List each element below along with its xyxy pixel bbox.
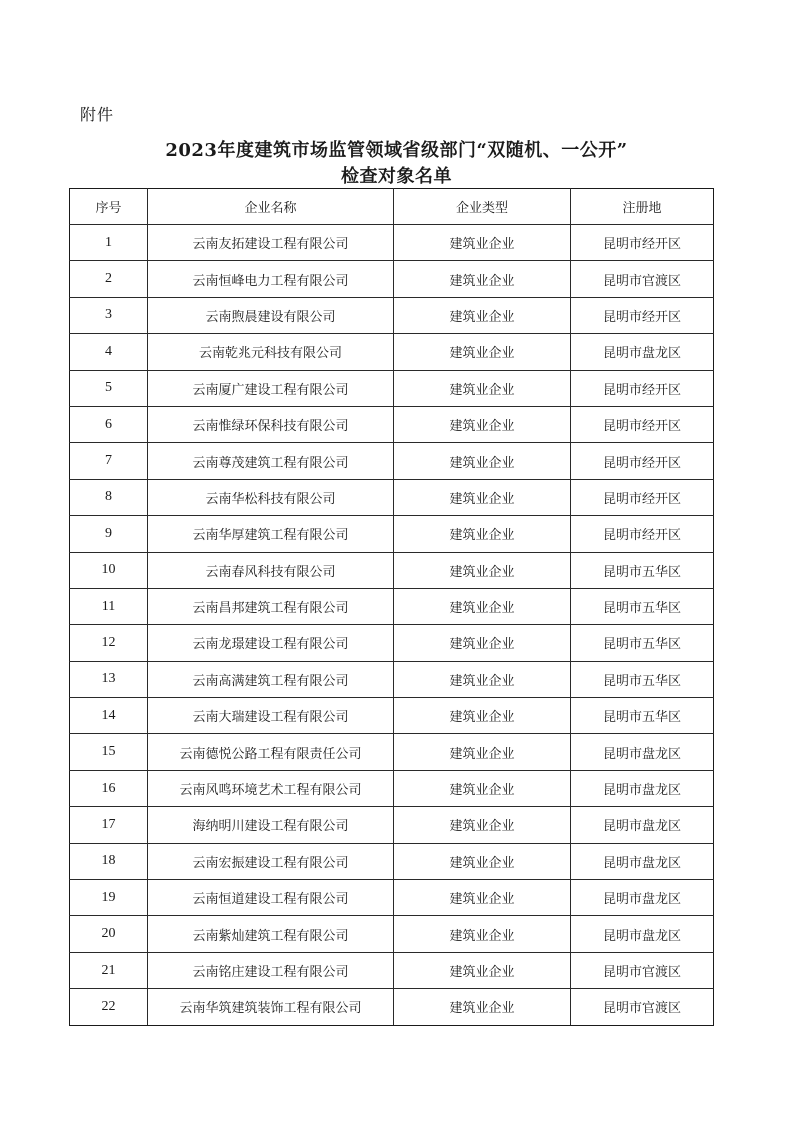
cell-serial-number: 4 xyxy=(70,334,148,370)
cell-company-type: 建筑业企业 xyxy=(394,880,571,916)
cell-registered-location: 昆明市盘龙区 xyxy=(571,807,714,843)
table-row xyxy=(70,807,714,843)
table-header-row xyxy=(70,189,714,225)
cell-registered-location: 昆明市盘龙区 xyxy=(571,880,714,916)
document-title: 2023年度建筑市场监管领域省级部门“双随机、一公开” xyxy=(165,140,628,161)
cell-serial-number: 15 xyxy=(70,734,148,770)
cell-company-type: 建筑业企业 xyxy=(394,225,571,261)
cell-company-name: 云南恒道建设工程有限公司 xyxy=(148,880,394,916)
cell-company-name: 云南宏振建设工程有限公司 xyxy=(148,843,394,879)
cell-company-name: 云南春风科技有限公司 xyxy=(148,552,394,588)
cell-registered-location: 昆明市盘龙区 xyxy=(571,770,714,806)
cell-company-name: 云南惟绿环保科技有限公司 xyxy=(148,406,394,442)
cell-registered-location: 昆明市经开区 xyxy=(571,225,714,261)
table-row xyxy=(70,916,714,952)
cell-registered-location: 昆明市五华区 xyxy=(571,698,714,734)
cell-serial-number: 18 xyxy=(70,843,148,879)
cell-company-type: 建筑业企业 xyxy=(394,406,571,442)
table-row xyxy=(70,588,714,624)
cell-company-name: 云南乾兆元科技有限公司 xyxy=(148,334,394,370)
cell-serial-number: 16 xyxy=(70,770,148,806)
cell-company-name: 云南高满建筑工程有限公司 xyxy=(148,661,394,697)
cell-serial-number: 13 xyxy=(70,661,148,697)
cell-company-type: 建筑业企业 xyxy=(394,552,571,588)
table-row xyxy=(70,661,714,697)
cell-company-type: 建筑业企业 xyxy=(394,297,571,333)
header-company-name: 企业名称 xyxy=(148,189,394,225)
table-row xyxy=(70,625,714,661)
cell-company-type: 建筑业企业 xyxy=(394,516,571,552)
cell-registered-location: 昆明市经开区 xyxy=(571,297,714,333)
cell-company-name: 云南厦广建设工程有限公司 xyxy=(148,370,394,406)
cell-registered-location: 昆明市经开区 xyxy=(571,370,714,406)
cell-registered-location: 昆明市五华区 xyxy=(571,588,714,624)
cell-serial-number: 17 xyxy=(70,807,148,843)
table-row xyxy=(70,443,714,479)
header-serial-number: 序号 xyxy=(70,189,148,225)
cell-company-name: 云南恒峰电力工程有限公司 xyxy=(148,261,394,297)
cell-serial-number: 20 xyxy=(70,916,148,952)
cell-company-type: 建筑业企业 xyxy=(394,443,571,479)
cell-company-type: 建筑业企业 xyxy=(394,479,571,515)
table-row xyxy=(70,770,714,806)
cell-registered-location: 昆明市官渡区 xyxy=(571,261,714,297)
cell-company-name: 云南友拓建设工程有限公司 xyxy=(148,225,394,261)
cell-company-type: 建筑业企业 xyxy=(394,588,571,624)
header-registered-location: 注册地 xyxy=(571,189,714,225)
cell-registered-location: 昆明市盘龙区 xyxy=(571,843,714,879)
cell-company-type: 建筑业企业 xyxy=(394,261,571,297)
cell-registered-location: 昆明市五华区 xyxy=(571,552,714,588)
cell-serial-number: 2 xyxy=(70,261,148,297)
cell-serial-number: 19 xyxy=(70,880,148,916)
attachment-label: 附件 xyxy=(80,105,115,124)
cell-serial-number: 12 xyxy=(70,625,148,661)
header-company-type: 企业类型 xyxy=(394,189,571,225)
table-row xyxy=(70,552,714,588)
table-row xyxy=(70,698,714,734)
cell-company-name: 海纳明川建设工程有限公司 xyxy=(148,807,394,843)
cell-registered-location: 昆明市官渡区 xyxy=(571,952,714,988)
table-row xyxy=(70,952,714,988)
cell-company-type: 建筑业企业 xyxy=(394,734,571,770)
cell-company-name: 云南尊茂建筑工程有限公司 xyxy=(148,443,394,479)
cell-company-type: 建筑业企业 xyxy=(394,334,571,370)
cell-company-name: 云南龙璟建设工程有限公司 xyxy=(148,625,394,661)
table-row xyxy=(70,479,714,515)
table-row xyxy=(70,334,714,370)
cell-company-name: 云南风鸣环境艺术工程有限公司 xyxy=(148,770,394,806)
cell-company-type: 建筑业企业 xyxy=(394,698,571,734)
cell-company-name: 云南华松科技有限公司 xyxy=(148,479,394,515)
cell-registered-location: 昆明市官渡区 xyxy=(571,989,714,1025)
table-row xyxy=(70,370,714,406)
document-subtitle: 检查对象名单 xyxy=(341,166,452,187)
cell-serial-number: 8 xyxy=(70,479,148,515)
cell-company-type: 建筑业企业 xyxy=(394,770,571,806)
cell-company-name: 云南昌邦建筑工程有限公司 xyxy=(148,588,394,624)
cell-registered-location: 昆明市五华区 xyxy=(571,625,714,661)
cell-serial-number: 14 xyxy=(70,698,148,734)
cell-company-name: 云南铭庄建设工程有限公司 xyxy=(148,952,394,988)
cell-registered-location: 昆明市经开区 xyxy=(571,479,714,515)
cell-company-type: 建筑业企业 xyxy=(394,843,571,879)
cell-company-type: 建筑业企业 xyxy=(394,916,571,952)
cell-company-type: 建筑业企业 xyxy=(394,625,571,661)
cell-company-type: 建筑业企业 xyxy=(394,952,571,988)
inspection-target-table xyxy=(69,188,714,1026)
cell-registered-location: 昆明市五华区 xyxy=(571,661,714,697)
cell-company-type: 建筑业企业 xyxy=(394,661,571,697)
cell-serial-number: 5 xyxy=(70,370,148,406)
cell-registered-location: 昆明市盘龙区 xyxy=(571,334,714,370)
table-row xyxy=(70,516,714,552)
table-row xyxy=(70,734,714,770)
cell-company-type: 建筑业企业 xyxy=(394,370,571,406)
cell-serial-number: 22 xyxy=(70,989,148,1025)
cell-serial-number: 3 xyxy=(70,297,148,333)
cell-registered-location: 昆明市经开区 xyxy=(571,443,714,479)
cell-registered-location: 昆明市盘龙区 xyxy=(571,734,714,770)
cell-company-name: 云南大瑞建设工程有限公司 xyxy=(148,698,394,734)
cell-registered-location: 昆明市盘龙区 xyxy=(571,916,714,952)
table-row xyxy=(70,843,714,879)
cell-company-name: 云南德悦公路工程有限责任公司 xyxy=(148,734,394,770)
table-row xyxy=(70,225,714,261)
table-row xyxy=(70,297,714,333)
cell-serial-number: 11 xyxy=(70,588,148,624)
cell-company-name: 云南紫灿建筑工程有限公司 xyxy=(148,916,394,952)
cell-serial-number: 9 xyxy=(70,516,148,552)
table-row xyxy=(70,261,714,297)
cell-serial-number: 21 xyxy=(70,952,148,988)
cell-company-name: 云南华厚建筑工程有限公司 xyxy=(148,516,394,552)
cell-company-type: 建筑业企业 xyxy=(394,807,571,843)
cell-serial-number: 10 xyxy=(70,552,148,588)
cell-serial-number: 1 xyxy=(70,225,148,261)
cell-serial-number: 7 xyxy=(70,443,148,479)
cell-serial-number: 6 xyxy=(70,406,148,442)
table-row xyxy=(70,406,714,442)
table-row xyxy=(70,880,714,916)
table-row xyxy=(70,989,714,1025)
cell-company-name: 云南华筑建筑装饰工程有限公司 xyxy=(148,989,394,1025)
cell-company-type: 建筑业企业 xyxy=(394,989,571,1025)
cell-registered-location: 昆明市经开区 xyxy=(571,516,714,552)
cell-registered-location: 昆明市经开区 xyxy=(571,406,714,442)
cell-company-name: 云南煦晨建设有限公司 xyxy=(148,297,394,333)
